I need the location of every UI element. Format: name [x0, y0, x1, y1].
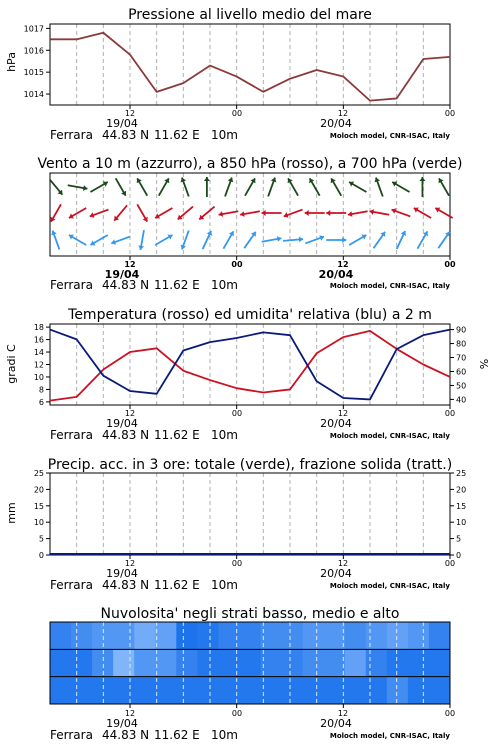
wind-arrow-850hPa — [219, 211, 239, 217]
date-label: 19/04 — [106, 717, 138, 730]
wind-arrow-700hPa — [438, 178, 449, 195]
wind-arrow-10m — [111, 237, 130, 245]
precip-y2-tick-label: 25 — [456, 469, 467, 478]
wind-arrow-850hPa — [69, 208, 86, 219]
wind-arrow-850hPa — [178, 207, 193, 220]
cloud-footer — [50, 728, 450, 742]
temperature-y-tick-label: 8 — [38, 385, 44, 395]
cloud-cell — [197, 677, 219, 704]
location-name: Ferrara — [50, 278, 93, 292]
cloud-cell — [71, 649, 93, 676]
time-tick-label: 00 — [231, 260, 243, 269]
wind-arrow-10m — [374, 232, 386, 248]
cloud-panel — [50, 622, 451, 708]
cloud-cell — [239, 677, 261, 704]
date-label: 19/04 — [106, 417, 138, 430]
wind-arrow-10m — [203, 231, 212, 249]
location-lon: 11.62 E — [154, 128, 200, 142]
cloud-cell — [282, 649, 304, 676]
time-tick-label: 00 — [231, 409, 243, 418]
cloud-cell — [134, 677, 156, 704]
temperature-y-tick-label: 12 — [33, 360, 44, 370]
cloud-cell — [324, 649, 346, 676]
humidity-ylabel: % — [478, 358, 491, 370]
model-credit: Moloch model, CNR-ISAC, Italy — [329, 732, 450, 740]
date-label: 20/04 — [318, 268, 354, 281]
location-lat: 44.83 N — [102, 278, 150, 292]
temperature-y-tick-label: 16 — [33, 335, 44, 345]
precip-time-axis — [106, 559, 455, 580]
cloud-cell — [155, 622, 177, 649]
location-name: Ferrara — [50, 128, 93, 142]
cloud-cell — [134, 649, 156, 676]
precip-y-tick-label: 10 — [33, 518, 44, 528]
wind-head — [204, 177, 210, 181]
date-label: 19/04 — [104, 268, 140, 281]
precip-y2-tick-label: 20 — [456, 485, 467, 495]
cloud-cell — [113, 677, 135, 704]
date-label: 20/04 — [320, 567, 352, 580]
wind-head — [305, 210, 309, 216]
precip-y2-tick-label: 10 — [456, 518, 467, 528]
cloud-cell — [197, 649, 219, 676]
time-tick-label: 00 — [444, 109, 456, 118]
model-credit: Moloch model, CNR-ISAC, Italy — [329, 282, 450, 290]
pressure-title: Pressione al livello medio del mare — [128, 7, 372, 23]
cloud-cell — [50, 649, 72, 676]
cloud-cell — [408, 622, 430, 649]
wind-arrow-850hPa — [262, 210, 282, 216]
location-elev: 10m — [211, 278, 238, 292]
wind-head — [342, 237, 346, 243]
location-lat: 44.83 N — [102, 578, 150, 592]
wind-arrow-850hPa — [369, 209, 389, 215]
temperature-line — [50, 331, 450, 401]
wind-arrow-700hPa — [116, 178, 127, 195]
precip-ylabel: mm — [5, 502, 18, 524]
pressure-y-tick-label: 1017 — [23, 24, 44, 34]
cloud-cell — [155, 649, 177, 676]
wind-title: Vento a 10 m (azzurro), a 850 hPa (rosso), a 700 hPa (verde) — [37, 156, 463, 172]
wind-arrow-700hPa — [375, 178, 383, 197]
cloud-cell — [155, 677, 177, 704]
wind-arrow-850hPa — [414, 207, 431, 218]
location-lon: 11.62 E — [154, 278, 200, 292]
date-label: 20/04 — [320, 117, 352, 130]
model-credit: Moloch model, CNR-ISAC, Italy — [329, 432, 450, 440]
cloud-cell — [282, 622, 304, 649]
temperature-time-axis — [106, 409, 455, 430]
pressure-line — [50, 33, 450, 101]
wind-arrow-10m — [244, 232, 256, 248]
date-label: 20/04 — [320, 717, 352, 730]
temperature-title: Temperatura (rosso) ed umidita' relativa (blu) a 2 m — [68, 307, 432, 323]
wind-arrow-10m — [51, 231, 59, 250]
location-elev: 10m — [211, 578, 238, 592]
pressure-ylabel: hPa — [5, 52, 18, 72]
time-tick-label: 00 — [444, 709, 456, 718]
time-tick-label: 12 — [337, 709, 349, 718]
pressure-panel — [24, 24, 450, 109]
cloud-cell — [303, 622, 325, 649]
precip-panel — [34, 469, 466, 560]
location-elev: 10m — [211, 728, 238, 742]
wind-arrow-700hPa — [50, 179, 63, 194]
wind-arrow-10m — [138, 230, 144, 250]
cloud-cell — [387, 677, 409, 704]
cloud-cell — [387, 649, 409, 676]
pressure-y-tick-label: 1016 — [23, 46, 44, 56]
cloud-cell — [366, 649, 388, 676]
model-credit: Moloch model, CNR-ISAC, Italy — [329, 132, 450, 140]
wind-arrow-850hPa — [155, 208, 172, 219]
wind-head — [420, 177, 426, 181]
wind-arrow-700hPa — [90, 181, 107, 192]
cloud-title: Nuvolosita' negli strati basso, medio e alto — [100, 606, 400, 622]
cloud-cell — [239, 622, 261, 649]
precip-y2-tick-label: 15 — [456, 501, 467, 511]
cloud-cell — [282, 677, 304, 704]
wind-arrow-850hPa — [284, 210, 303, 218]
wind-arrow-850hPa — [114, 205, 127, 220]
wind-arrow-10m — [181, 231, 189, 250]
wind-arrow-10m — [326, 237, 346, 243]
cloud-cell — [324, 677, 346, 704]
wind-arrow-10m — [397, 231, 406, 249]
temperature-y-tick-label: 18 — [33, 323, 44, 333]
precip-y-tick-label: 15 — [33, 501, 44, 511]
location-name: Ferrara — [50, 578, 93, 592]
cloud-cell — [408, 649, 430, 676]
cloud-cell — [366, 622, 388, 649]
time-tick-label: 12 — [337, 559, 349, 568]
cloud-cell — [345, 622, 367, 649]
wind-arrow-700hPa — [309, 178, 320, 195]
wind-arrow-10m — [349, 234, 366, 245]
cloud-cell — [345, 677, 367, 704]
humidity-y-tick-label: 70 — [456, 353, 467, 363]
wind-panel — [50, 173, 453, 260]
cloud-cell — [345, 649, 367, 676]
location-lat: 44.83 N — [102, 428, 150, 442]
location-lat: 44.83 N — [102, 128, 150, 142]
time-tick-label: 12 — [124, 260, 136, 269]
time-tick-label: 00 — [444, 559, 456, 568]
location-lon: 11.62 E — [154, 578, 200, 592]
precip-title: Precip. acc. in 3 ore: totale (verde), frazione solida (tratt.) — [47, 457, 453, 473]
wind-arrow-850hPa — [305, 210, 325, 216]
location-name: Ferrara — [50, 428, 93, 442]
temperature-ylabel: gradi C — [5, 344, 18, 384]
pressure-footer — [50, 128, 450, 142]
cloud-cell — [176, 622, 198, 649]
wind-arrow-700hPa — [159, 178, 170, 195]
pressure-y-tick-label: 1014 — [23, 90, 44, 100]
wind-arrow-10m — [438, 232, 450, 248]
wind-arrow-700hPa — [181, 178, 189, 197]
time-tick-label: 12 — [124, 109, 136, 118]
precip-y-tick-label: 0 — [38, 551, 44, 560]
time-tick-label: 12 — [337, 260, 349, 269]
temperature-y-tick-label: 6 — [38, 397, 44, 407]
cloud-time-axis — [106, 709, 455, 730]
wind-arrow-850hPa — [348, 211, 368, 217]
wind-arrow-700hPa — [204, 177, 210, 197]
cloud-cell — [50, 677, 72, 704]
time-tick-label: 00 — [231, 559, 243, 568]
location-elev: 10m — [211, 128, 238, 142]
wind-arrow-10m — [262, 236, 282, 242]
cloud-cell — [134, 622, 156, 649]
location-elev: 10m — [211, 428, 238, 442]
pressure-frame — [50, 24, 450, 105]
wind-arrow-700hPa — [349, 181, 366, 192]
time-tick-label: 12 — [124, 409, 136, 418]
wind-arrow-700hPa — [331, 178, 342, 195]
cloud-cell — [429, 649, 451, 676]
wind-arrow-700hPa — [268, 178, 276, 197]
wind-arrow-700hPa — [420, 177, 426, 197]
time-tick-label: 00 — [444, 409, 456, 418]
wind-arrow-850hPa — [50, 204, 61, 221]
wind-arrow-10m — [417, 231, 428, 248]
wind-arrow-700hPa — [288, 178, 299, 195]
precip-y-tick-label: 5 — [38, 534, 44, 544]
cloud-cell — [366, 677, 388, 704]
precip-y2-tick-label: 0 — [456, 551, 462, 560]
cloud-cell — [197, 622, 219, 649]
cloud-cell — [408, 677, 430, 704]
humidity-y-tick-label: 50 — [456, 381, 467, 391]
time-tick-label: 12 — [124, 559, 136, 568]
cloud-cell — [113, 649, 135, 676]
time-tick-label: 12 — [337, 109, 349, 118]
temperature-y-tick-label: 10 — [33, 372, 44, 382]
wind-arrow-10m — [283, 237, 303, 243]
wind-arrow-10m — [155, 234, 172, 245]
cloud-cell — [71, 622, 93, 649]
cloud-cell — [50, 622, 72, 649]
time-tick-label: 00 — [444, 260, 456, 269]
wind-arrow-850hPa — [199, 207, 214, 220]
wind-arrow-700hPa — [245, 178, 256, 195]
time-tick-label: 00 — [231, 109, 243, 118]
wind-arrow-10m — [223, 231, 234, 248]
cloud-cell — [176, 677, 198, 704]
precip-footer — [50, 578, 450, 592]
location-lat: 44.83 N — [102, 728, 150, 742]
wind-head — [299, 237, 303, 243]
precip-y-tick-label: 25 — [33, 469, 44, 478]
cloud-cell — [387, 622, 409, 649]
wind-arrow-700hPa — [137, 178, 148, 195]
cloud-cell — [113, 622, 135, 649]
location-name: Ferrara — [50, 728, 93, 742]
wind-arrow-700hPa — [225, 178, 233, 197]
wind-arrow-10m — [69, 234, 86, 245]
precip-y-tick-label: 20 — [33, 485, 44, 495]
wind-arrow-850hPa — [391, 208, 410, 216]
time-tick-label: 12 — [337, 409, 349, 418]
humidity-y-tick-label: 80 — [456, 339, 467, 349]
location-lon: 11.62 E — [154, 428, 200, 442]
wind-arrow-10m — [90, 235, 107, 246]
time-tick-label: 12 — [124, 709, 136, 718]
pressure-y-tick-label: 1015 — [23, 68, 44, 78]
temperature-footer — [50, 428, 450, 442]
cloud-cell — [429, 677, 451, 704]
cloud-cell — [239, 649, 261, 676]
wind-arrow-700hPa — [392, 181, 409, 192]
model-credit: Moloch model, CNR-ISAC, Italy — [329, 582, 450, 590]
date-label: 19/04 — [106, 567, 138, 580]
cloud-cell — [303, 649, 325, 676]
humidity-y-tick-label: 40 — [456, 395, 467, 405]
wind-arrow-850hPa — [240, 211, 260, 217]
wind-arrow-700hPa — [68, 185, 88, 191]
precip-frame — [50, 473, 450, 555]
precip-y2-tick-label: 5 — [456, 534, 462, 544]
cloud-cell — [324, 622, 346, 649]
cloud-cell — [71, 677, 93, 704]
time-tick-label: 00 — [231, 709, 243, 718]
temperature-panel — [34, 323, 466, 409]
wind-arrow-10m — [305, 235, 324, 243]
cloud-cell — [429, 622, 451, 649]
wind-arrow-850hPa — [137, 204, 148, 221]
wind-head — [326, 210, 330, 216]
humidity-y-tick-label: 90 — [456, 325, 467, 335]
location-lon: 11.62 E — [154, 728, 200, 742]
date-label: 20/04 — [320, 417, 352, 430]
cloud-cell — [303, 677, 325, 704]
cloud-cell — [176, 649, 198, 676]
wind-footer — [50, 278, 450, 292]
date-label: 19/04 — [106, 117, 138, 130]
humidity-y-tick-label: 60 — [456, 367, 467, 377]
temperature-y-tick-label: 14 — [33, 348, 44, 358]
wind-arrow-850hPa — [90, 210, 109, 218]
pressure-time-axis — [106, 109, 455, 130]
